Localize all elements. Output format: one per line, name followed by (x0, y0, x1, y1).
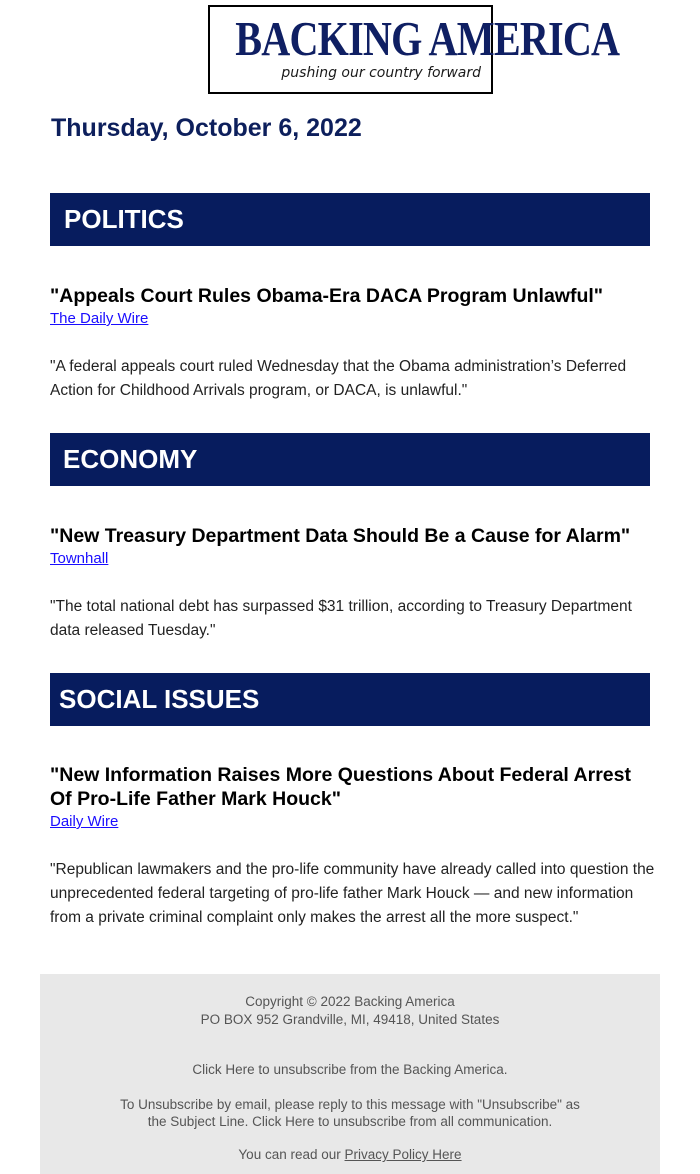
logo-title: BACKING AMERICA (235, 11, 620, 66)
section-title: ECONOMY (63, 444, 198, 474)
article-source-link[interactable]: Daily Wire (50, 813, 119, 830)
privacy-policy-link[interactable]: Privacy Policy Here (344, 1147, 462, 1162)
privacy-line (40, 1147, 660, 1163)
section-title: SOCIAL ISSUES (59, 684, 260, 714)
article-source-link[interactable]: The Daily Wire (50, 310, 149, 327)
article-headline: "New Information Raises More Questions About Federal Arrest Of Pro-Life Father Mark Houck" (50, 764, 631, 810)
article-excerpt: "Republican lawmakers and the pro-life community have already called into question the unprecedented federal targeting of pro-life father Mark Houck — and new information from a private criminal complaint only makes the arrest all the more suspect." (50, 861, 655, 926)
section-header-politics (50, 193, 650, 246)
footer-copyright: Copyright © 2022 Backing America (245, 994, 455, 1009)
article-headline: "New Treasury Department Data Should Be a Cause for Alarm" (50, 525, 631, 547)
article-headline: "Appeals Court Rules Obama-Era DACA Program Unlawful" (50, 285, 604, 307)
privacy-prefix: You can read our (238, 1147, 341, 1162)
section-title: POLITICS (64, 204, 184, 234)
article-excerpt: "A federal appeals court ruled Wednesday that the Obama administration’s Deferred Action for Childhood Arrivals program, or DACA, is unlawful." (50, 358, 627, 399)
section-header-social-issues (50, 673, 650, 726)
logo-tagline: pushing our country forward (281, 65, 481, 81)
footer (40, 974, 660, 1174)
article-source-link[interactable]: Townhall (50, 550, 109, 567)
footer-address: PO BOX 952 Grandville, MI, 49418, United States (200, 1012, 500, 1027)
unsubscribe-all-link[interactable]: the Subject Line. Click Here to unsubscribe from all communication. (147, 1114, 553, 1129)
issue-date: Thursday, October 6, 2022 (51, 114, 362, 142)
unsubscribe-link[interactable]: Click Here to unsubscribe from the Backing America. (192, 1062, 508, 1077)
section-header-economy (50, 433, 650, 486)
logo (208, 5, 620, 94)
article-excerpt: "The total national debt has surpassed $31 trillion, according to Treasury Department data released Tuesday." (50, 598, 632, 639)
email-unsubscribe-text: To Unsubscribe by email, please reply to this message with "Unsubscribe" as (120, 1097, 580, 1112)
